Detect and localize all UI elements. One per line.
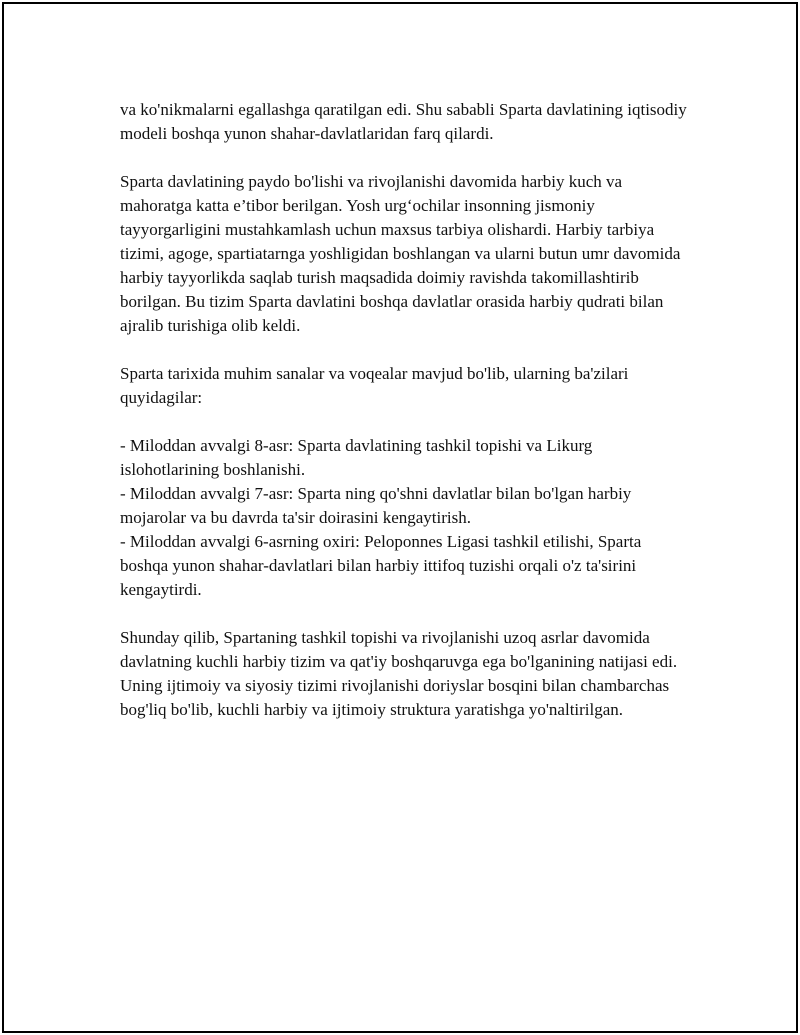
list-item: - Miloddan avvalgi 6-asrning oxiri: Peloponnes Ligasi tashkil etilishi, Sparta boshqa yunon shahar-davlatlari bilan harbiy ittifoq tuzishi orqali o'z ta'sirini kengaytirdi. [120, 532, 642, 599]
paragraph-intro-continuation: va ko'nikmalarni egallashga qaratilgan edi. Shu sababli Sparta davlatining iqtisodiy modeli boshqa yunon shahar-davlatlaridan farq qilardi. [120, 100, 687, 143]
list-item: - Miloddan avvalgi 7-asr: Sparta ning qo'shni davlatlar bilan bo'lgan harbiy mojarolar va bu davrda ta'sir doirasini kengaytirish. [120, 484, 632, 527]
paragraph-conclusion: Shunday qilib, Spartaning tashkil topishi va rivojlanishi uzoq asrlar davomida davlatning kuchli harbiy tizim va qat'iy boshqaruvga ega bo'lganining natijasi edi. Uning ijtimoiy va siyosiy tizimi rivojlanishi doriyslar bosqini bilan chambarchas bog'liq bo'lib, kuchli harbiy va ijtimoiy struktura yaratishga yo'naltirilgan. [120, 628, 678, 719]
document-page [2, 2, 798, 1033]
document-body [120, 98, 690, 746]
paragraph-key-dates-intro: Sparta tarixida muhim sanalar va voqealar mavjud bo'lib, ularning ba'zilari quyidagilar: [120, 364, 629, 407]
paragraph-military-training: Sparta davlatining paydo bo'lishi va rivojlanishi davomida harbiy kuch va mahoratga katta e’tibor berilgan. Yosh urg‘ochilar insonning jismoniy tayyorgarligini mustahkamlash uchun maxsus tarbiya olishardi. Harbiy tarbiya tizimi, agoge, spartiatarnga yoshligidan boshlangan va ularni butun umr davomida harbiy tayyorlikda saqlab turish maqsadida doimiy ravishda takomillashtirib borilgan. Bu tizim Sparta davlatini boshqa davlatlar orasida harbiy qudrati bilan ajralib turishiga olib keldi. [120, 172, 681, 335]
list-item: - Miloddan avvalgi 8-asr: Sparta davlatining tashkil topishi va Likurg islohotlarining boshlanishi. [120, 436, 593, 479]
key-dates-list [120, 434, 690, 602]
